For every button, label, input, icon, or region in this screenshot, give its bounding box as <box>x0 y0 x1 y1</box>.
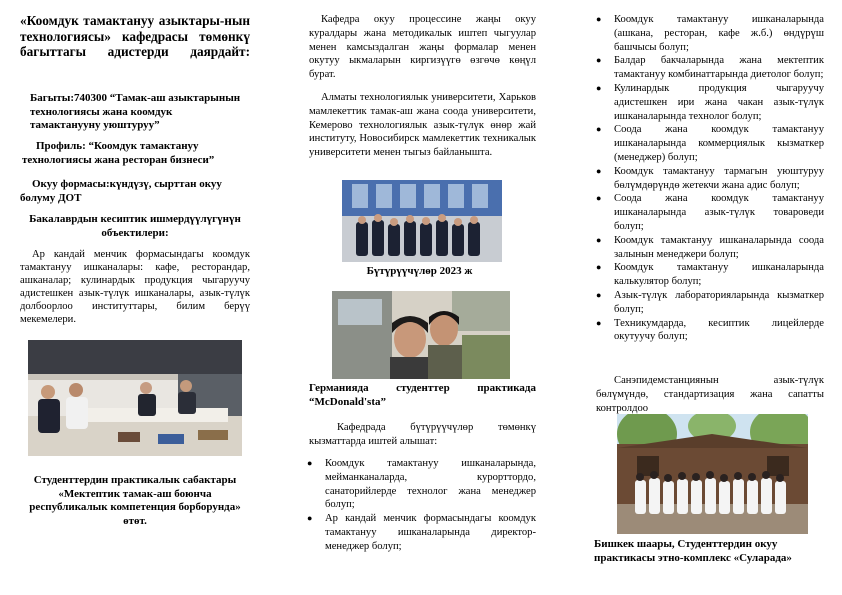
list-item: ● Коомдук тамактануу ишканаларында, мейманканаларда, курорттордо, санаторийлерде технолог жана менеджер болуп; <box>303 457 536 512</box>
list-item: ● Техникумдарда, кесиптик лицейлерде окутуучу болуп; <box>592 317 824 345</box>
profile-text: Профиль: “Коомдук тамактануу технологиясы жана ресторан бизнеси” <box>22 140 215 166</box>
list-item: ● Коомдук тамактануу тармагын уюштуруу бөлүмдөрүндө жетекчи жана адис болуп; <box>592 165 824 193</box>
sanepid-text: Санэпидемстанциянын азык-түлүк бөлүмүндө, стандартизация жана сапатты контролдоо <box>596 375 824 414</box>
list-item: ● Коомдук тамактануу ишканаларында соода залынын менеджери болуп; <box>592 234 824 262</box>
list-item: ● Балдар бакчаларында жана мектептик тамактануу комбинаттарында диетолог болуп; <box>592 54 824 82</box>
photo-practical-class <box>28 340 242 456</box>
list-item: ● Коомдук тамактануу ишканаларында калькулятор болуп; <box>592 261 824 289</box>
list-item: ● Азык-түлүк лабораторияларында кызматкер болуп; <box>592 289 824 317</box>
photo-ethno-complex <box>617 414 808 534</box>
list-item: ● Ар кандай менчик формасындагы коомдук тамактануу ишканаларында директор-менеджер болуп; <box>303 512 536 553</box>
objects-text: Ар кандай менчик формасындагы коомдук тамактануу ишканалары: кафе, ресторандар, ашканалар; кулинардык продукция чыгаруучу адистешкен азык-түлүк ишканалары, азык-түлүк долбоорлоо институттары, билим берүү мекемелери. <box>20 249 250 325</box>
photo-germany-practice <box>332 291 510 379</box>
ethno-complex-caption: Бишкек шаары, Студенттердин окуу практикасы этно-комплекс «Суларада» <box>594 538 792 564</box>
graduates-intro: Кафедрада бүтүрүүчүлөр төмөнкү кызматтарда иштей алышат: <box>309 422 536 447</box>
direction-text: Багыты:740300 “Тамак-аш азыктарынын технологиясы жана коомдук тамактанууну уюштуруу” <box>30 92 241 131</box>
germany-caption: Германияда студенттер практикада “McDonald'sta” <box>309 382 536 408</box>
list-item: ● Соода жана коомдук тамактануу ишканаларында коммерциялык кызматкер (менеджер) болуп; <box>592 123 824 164</box>
career-list-continued <box>592 13 824 344</box>
objects-title: Бакалаврдын кесиптик ишмердүүлүгүнүн объектилери: <box>29 213 241 239</box>
photo-graduates-2023 <box>342 180 502 262</box>
graduates-caption: Бүтүрүүчүлөр 2023 ж <box>366 265 473 277</box>
list-item: ● Коомдук тамактануу ишканаларында (ашкана, ресторан, кафе ж.б.) өндүрүш башчысы болуп; <box>592 13 824 54</box>
partners-text: Алматы технологиялык университети, Харьков мамлекеттик тамак-аш жана соода университети, Кемерово технологиялык азык-түлүк өнөр жай институту, Новосибирск мамлекеттик техникалык университети менен тыгыз байланышта. <box>309 92 536 159</box>
practical-photo-caption: Студенттердин практикалык сабактары «Мектептик тамак-аш боюнча республикалык компетенция борборунда» өтөт. <box>29 474 241 527</box>
career-list-start <box>303 457 536 554</box>
department-intro: Кафедра окуу процессине жаңы окуу куралдары жана методикалык иштеп чыгуулар менен камсыздалган жаңы формалар менен окутуу ыкмаларын киргизүүгө өзгөчө көңүл бурат. <box>309 14 536 81</box>
list-item: ● Соода жана коомдук тамактануу ишканаларында азык-түлүк товароведи болуп; <box>592 192 824 233</box>
study-form-text: Окуу формасы:күндүзү, сырттан окуу болуму ДОТ <box>20 178 222 204</box>
list-item: ● Кулинардык продукция чыгаруучу адистешкен ири жана чакан азык-түлүк ишканаларында технолог болуп; <box>592 82 824 123</box>
department-heading: «Коомдук тамактануу азыктары-нын технологиясы» кафедрасы төмөнкү багыттагы адистерди даярдайт: <box>20 13 250 59</box>
